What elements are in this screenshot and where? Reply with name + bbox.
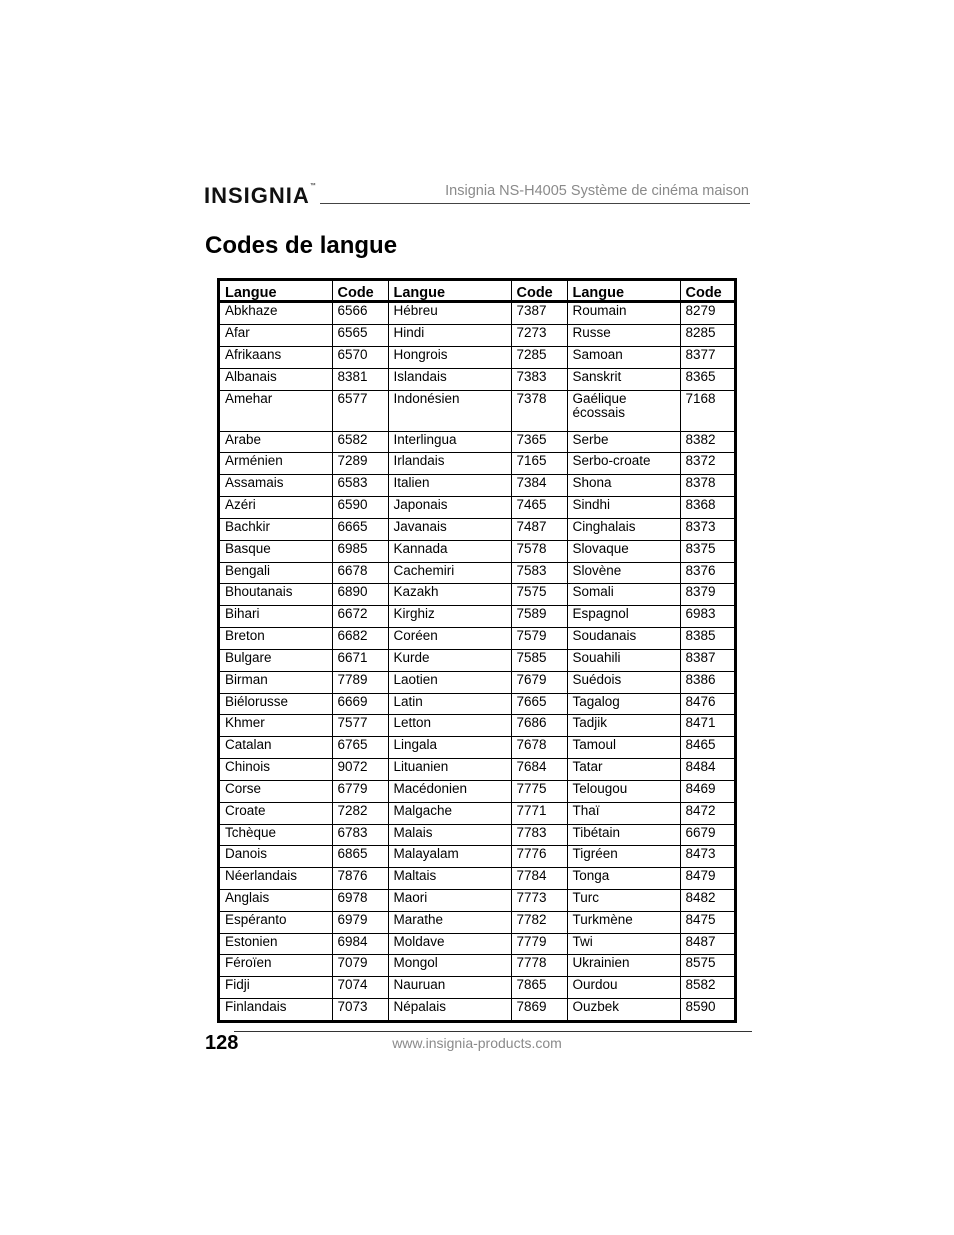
code-cell: 8482	[680, 890, 734, 912]
language-cell: Sindhi	[567, 497, 680, 519]
language-cell: Soudanais	[567, 628, 680, 650]
language-cell: Tonga	[567, 868, 680, 890]
language-cell: Javanais	[388, 518, 511, 540]
language-cell: Mongol	[388, 955, 511, 977]
code-cell: 7789	[332, 671, 388, 693]
language-cell: Souahili	[567, 649, 680, 671]
page-title: Codes de langue	[205, 232, 398, 259]
code-cell: 7865	[511, 977, 567, 999]
code-cell: 8379	[680, 584, 734, 606]
language-cell: Azéri	[220, 497, 332, 519]
table-row	[220, 453, 734, 475]
code-cell: 7665	[511, 693, 567, 715]
code-cell: 6679	[680, 824, 734, 846]
code-cell: 7575	[511, 584, 567, 606]
language-cell: Bengali	[220, 562, 332, 584]
language-cell: Russe	[567, 325, 680, 347]
code-cell: 6783	[332, 824, 388, 846]
code-cell: 7678	[511, 737, 567, 759]
language-cell: Gaélique écossais	[567, 390, 680, 431]
code-cell: 8471	[680, 715, 734, 737]
language-cell: Malayalam	[388, 846, 511, 868]
code-cell: 8382	[680, 431, 734, 453]
code-cell: 6678	[332, 562, 388, 584]
code-cell: 6566	[332, 302, 388, 325]
table-row	[220, 824, 734, 846]
code-cell: 7273	[511, 325, 567, 347]
table-row	[220, 562, 734, 584]
language-cell: Khmer	[220, 715, 332, 737]
code-cell: 7289	[332, 453, 388, 475]
table-row	[220, 540, 734, 562]
table-row	[220, 780, 734, 802]
table-row	[220, 302, 734, 325]
language-cell: Amehar	[220, 390, 332, 431]
language-codes-table-frame	[217, 278, 737, 1023]
code-cell: 6682	[332, 628, 388, 650]
code-cell: 8476	[680, 693, 734, 715]
header-title: Insignia NS-H4005 Système de cinéma maison	[445, 183, 749, 199]
code-cell: 7168	[680, 390, 734, 431]
language-cell: Malgache	[388, 802, 511, 824]
language-cell: Cinghalais	[567, 518, 680, 540]
code-cell: 7585	[511, 649, 567, 671]
language-cell: Tibétain	[567, 824, 680, 846]
language-cell: Arménien	[220, 453, 332, 475]
language-cell: Afar	[220, 325, 332, 347]
code-cell: 6984	[332, 933, 388, 955]
code-cell: 7073	[332, 999, 388, 1020]
code-cell: 7383	[511, 368, 567, 390]
column-header-code-1: Code	[332, 281, 388, 302]
table-row	[220, 518, 734, 540]
table-row	[220, 497, 734, 519]
code-cell: 8381	[332, 368, 388, 390]
language-cell: Croate	[220, 802, 332, 824]
language-cell: Tchèque	[220, 824, 332, 846]
language-cell: Maori	[388, 890, 511, 912]
code-cell: 7577	[332, 715, 388, 737]
table-row	[220, 693, 734, 715]
language-cell: Hongrois	[388, 347, 511, 369]
code-cell: 6779	[332, 780, 388, 802]
language-cell: Shona	[567, 475, 680, 497]
page-number: 128	[205, 1032, 239, 1054]
code-cell: 7778	[511, 955, 567, 977]
code-cell: 8365	[680, 368, 734, 390]
code-cell: 7783	[511, 824, 567, 846]
brand-name: INSIGNIA	[204, 183, 310, 208]
code-cell: 7365	[511, 431, 567, 453]
language-cell: Irlandais	[388, 453, 511, 475]
language-cell: Chinois	[220, 759, 332, 781]
table-row	[220, 846, 734, 868]
table-row	[220, 737, 734, 759]
language-cell: Telougou	[567, 780, 680, 802]
code-cell: 7285	[511, 347, 567, 369]
language-cell: Slovaque	[567, 540, 680, 562]
language-cell: Maltais	[388, 868, 511, 890]
language-cell: Turkmène	[567, 911, 680, 933]
language-cell: Lingala	[388, 737, 511, 759]
language-cell: Albanais	[220, 368, 332, 390]
table-row	[220, 584, 734, 606]
header-divider	[320, 203, 750, 204]
language-cell: Nauruan	[388, 977, 511, 999]
language-cell: Kazakh	[388, 584, 511, 606]
table-body	[220, 302, 734, 1021]
code-cell: 6582	[332, 431, 388, 453]
column-header-language-3: Langue	[567, 281, 680, 302]
language-cell: Breton	[220, 628, 332, 650]
language-cell: Malais	[388, 824, 511, 846]
code-cell: 6583	[332, 475, 388, 497]
code-cell: 8385	[680, 628, 734, 650]
code-cell: 8484	[680, 759, 734, 781]
table-row	[220, 715, 734, 737]
code-cell: 8469	[680, 780, 734, 802]
language-cell: Marathe	[388, 911, 511, 933]
language-cell: Abkhaze	[220, 302, 332, 325]
table-row	[220, 390, 734, 431]
trademark-mark: ™	[309, 183, 317, 189]
code-cell: 8375	[680, 540, 734, 562]
language-cell: Néerlandais	[220, 868, 332, 890]
code-cell: 7465	[511, 497, 567, 519]
code-cell: 6565	[332, 325, 388, 347]
language-cell: Islandais	[388, 368, 511, 390]
language-cell: Danois	[220, 846, 332, 868]
language-cell: Turc	[567, 890, 680, 912]
language-cell: Cachemiri	[388, 562, 511, 584]
code-cell: 7876	[332, 868, 388, 890]
code-cell: 7079	[332, 955, 388, 977]
language-cell: Serbe	[567, 431, 680, 453]
language-cell: Estonien	[220, 933, 332, 955]
code-cell: 6672	[332, 606, 388, 628]
table-row	[220, 671, 734, 693]
code-cell: 7784	[511, 868, 567, 890]
code-cell: 6979	[332, 911, 388, 933]
code-cell: 8590	[680, 999, 734, 1020]
code-cell: 7771	[511, 802, 567, 824]
table-row	[220, 759, 734, 781]
language-cell: Tatar	[567, 759, 680, 781]
language-cell: Indonésien	[388, 390, 511, 431]
language-cell: Tadjik	[567, 715, 680, 737]
code-cell: 8368	[680, 497, 734, 519]
column-header-language-2: Langue	[388, 281, 511, 302]
column-header-code-3: Code	[680, 281, 734, 302]
language-cell: Italien	[388, 475, 511, 497]
table-row	[220, 606, 734, 628]
code-cell: 6985	[332, 540, 388, 562]
language-cell: Féroïen	[220, 955, 332, 977]
language-cell: Bihari	[220, 606, 332, 628]
table-row	[220, 347, 734, 369]
code-cell: 8386	[680, 671, 734, 693]
language-cell: Tigréen	[567, 846, 680, 868]
table-row	[220, 431, 734, 453]
language-cell: Ouzbek	[567, 999, 680, 1020]
table-row	[220, 868, 734, 890]
code-cell: 8479	[680, 868, 734, 890]
language-cell: Lituanien	[388, 759, 511, 781]
code-cell: 7074	[332, 977, 388, 999]
language-cell: Twi	[567, 933, 680, 955]
code-cell: 8582	[680, 977, 734, 999]
language-cell: Latin	[388, 693, 511, 715]
language-cell: Suédois	[567, 671, 680, 693]
language-cell: Afrikaans	[220, 347, 332, 369]
language-cell: Kannada	[388, 540, 511, 562]
code-cell: 6590	[332, 497, 388, 519]
code-cell: 7782	[511, 911, 567, 933]
code-cell: 7282	[332, 802, 388, 824]
table-row	[220, 933, 734, 955]
language-cell: Tamoul	[567, 737, 680, 759]
language-cell: Thaï	[567, 802, 680, 824]
language-cell: Interlingua	[388, 431, 511, 453]
language-cell: Catalan	[220, 737, 332, 759]
table-row	[220, 802, 734, 824]
language-cell: Roumain	[567, 302, 680, 325]
code-cell: 7684	[511, 759, 567, 781]
language-cell: Kirghiz	[388, 606, 511, 628]
language-cell: Biélorusse	[220, 693, 332, 715]
code-cell: 6669	[332, 693, 388, 715]
code-cell: 7869	[511, 999, 567, 1020]
language-cell: Slovène	[567, 562, 680, 584]
code-cell: 8487	[680, 933, 734, 955]
code-cell: 8465	[680, 737, 734, 759]
language-cell: Samoan	[567, 347, 680, 369]
code-cell: 7776	[511, 846, 567, 868]
code-cell: 8472	[680, 802, 734, 824]
language-cell: Fidji	[220, 977, 332, 999]
code-cell: 6577	[332, 390, 388, 431]
code-cell: 7387	[511, 302, 567, 325]
code-cell: 7165	[511, 453, 567, 475]
code-cell: 6890	[332, 584, 388, 606]
language-cell: Corse	[220, 780, 332, 802]
language-cell: Anglais	[220, 890, 332, 912]
column-header-code-2: Code	[511, 281, 567, 302]
code-cell: 8378	[680, 475, 734, 497]
table-row	[220, 325, 734, 347]
code-cell: 7589	[511, 606, 567, 628]
code-cell: 7487	[511, 518, 567, 540]
footer-divider	[234, 1031, 752, 1032]
code-cell: 7378	[511, 390, 567, 431]
code-cell: 8279	[680, 302, 734, 325]
language-cell: Kurde	[388, 649, 511, 671]
code-cell: 9072	[332, 759, 388, 781]
language-cell: Népalais	[388, 999, 511, 1020]
table-row	[220, 955, 734, 977]
language-cell: Arabe	[220, 431, 332, 453]
code-cell: 6671	[332, 649, 388, 671]
code-cell: 6765	[332, 737, 388, 759]
language-cell: Sanskrit	[567, 368, 680, 390]
code-cell: 6978	[332, 890, 388, 912]
code-cell: 7679	[511, 671, 567, 693]
code-cell: 8475	[680, 911, 734, 933]
table-row	[220, 649, 734, 671]
language-codes-table	[220, 281, 734, 1020]
code-cell: 8575	[680, 955, 734, 977]
language-cell: Bachkir	[220, 518, 332, 540]
code-cell: 6570	[332, 347, 388, 369]
language-cell: Japonais	[388, 497, 511, 519]
table-row	[220, 628, 734, 650]
code-cell: 8285	[680, 325, 734, 347]
language-cell: Coréen	[388, 628, 511, 650]
code-cell: 7779	[511, 933, 567, 955]
language-cell: Ukrainien	[567, 955, 680, 977]
language-cell: Assamais	[220, 475, 332, 497]
language-cell: Letton	[388, 715, 511, 737]
language-cell: Bulgare	[220, 649, 332, 671]
language-cell: Hébreu	[388, 302, 511, 325]
language-cell: Hindi	[388, 325, 511, 347]
table-row	[220, 368, 734, 390]
code-cell: 7686	[511, 715, 567, 737]
footer-url: www.insignia-products.com	[392, 1035, 562, 1051]
code-cell: 7583	[511, 562, 567, 584]
code-cell: 7384	[511, 475, 567, 497]
code-cell: 8372	[680, 453, 734, 475]
code-cell: 7578	[511, 540, 567, 562]
code-cell: 6865	[332, 846, 388, 868]
language-cell: Serbo-croate	[567, 453, 680, 475]
language-cell: Macédonien	[388, 780, 511, 802]
language-cell: Espagnol	[567, 606, 680, 628]
table-row	[220, 911, 734, 933]
code-cell: 6665	[332, 518, 388, 540]
table-row	[220, 475, 734, 497]
language-cell: Tagalog	[567, 693, 680, 715]
language-cell: Laotien	[388, 671, 511, 693]
language-cell: Moldave	[388, 933, 511, 955]
insignia-logo	[204, 183, 317, 209]
column-header-language-1: Langue	[220, 281, 332, 302]
table-row	[220, 977, 734, 999]
language-cell: Bhoutanais	[220, 584, 332, 606]
table-header-row	[220, 281, 734, 302]
language-cell: Birman	[220, 671, 332, 693]
code-cell: 8377	[680, 347, 734, 369]
table-row	[220, 890, 734, 912]
code-cell: 8376	[680, 562, 734, 584]
code-cell: 8373	[680, 518, 734, 540]
table-row	[220, 999, 734, 1020]
code-cell: 7773	[511, 890, 567, 912]
language-cell: Basque	[220, 540, 332, 562]
code-cell: 7579	[511, 628, 567, 650]
language-cell: Ourdou	[567, 977, 680, 999]
code-cell: 7775	[511, 780, 567, 802]
code-cell: 6983	[680, 606, 734, 628]
code-cell: 8473	[680, 846, 734, 868]
language-cell: Espéranto	[220, 911, 332, 933]
language-cell: Finlandais	[220, 999, 332, 1020]
code-cell: 8387	[680, 649, 734, 671]
language-cell: Somali	[567, 584, 680, 606]
